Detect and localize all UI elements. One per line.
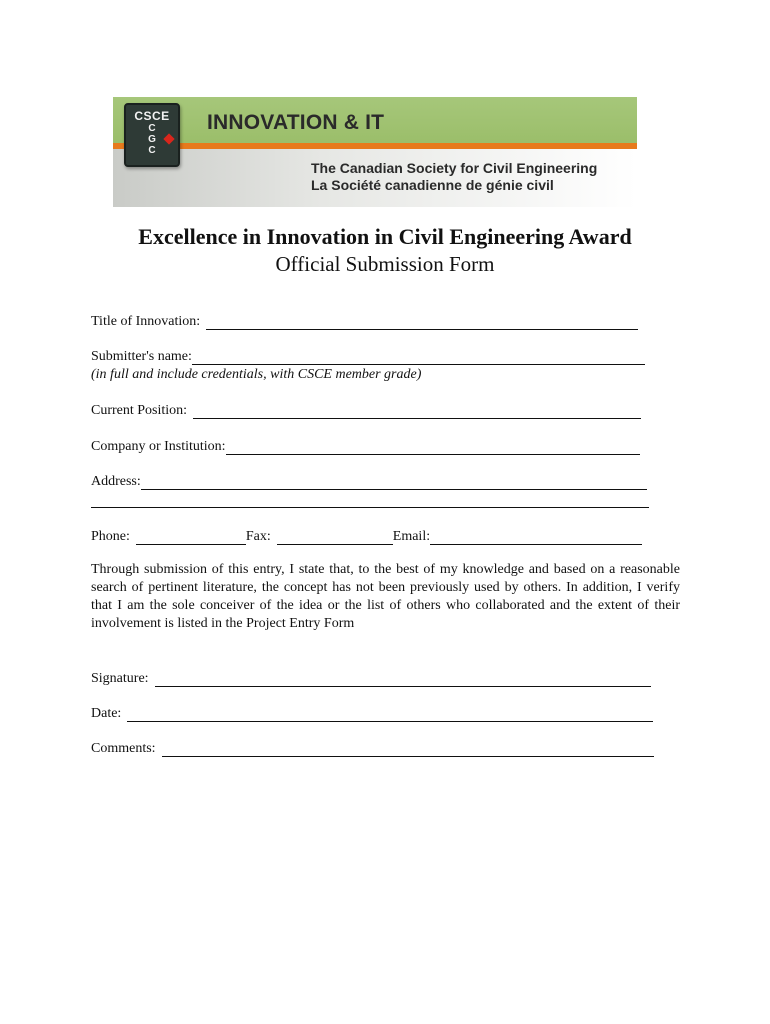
logo-letter: G xyxy=(148,134,156,145)
current-position-line[interactable] xyxy=(193,404,641,419)
date-field xyxy=(91,706,653,722)
signature-line[interactable] xyxy=(155,672,651,687)
date-label: Date: xyxy=(91,706,122,721)
phone-line[interactable] xyxy=(136,530,246,545)
banner-title: INNOVATION & IT xyxy=(207,111,385,134)
address-second-line-field xyxy=(91,493,649,508)
address-label: Address: xyxy=(91,474,141,489)
title-of-innovation-label: Title of Innovation: xyxy=(91,314,201,329)
current-position-field xyxy=(91,403,641,419)
title-of-innovation-field xyxy=(91,314,638,330)
contact-row xyxy=(91,529,642,545)
header-banner xyxy=(113,97,637,207)
company-field xyxy=(91,439,640,455)
logo-acronym: CSCE xyxy=(134,109,170,123)
current-position-label: Current Position: xyxy=(91,403,188,418)
fax-line[interactable] xyxy=(277,530,393,545)
signature-label: Signature: xyxy=(91,671,149,686)
comments-label: Comments: xyxy=(91,741,156,756)
title-of-innovation-line[interactable] xyxy=(206,315,638,330)
banner-subtitle-fr: La Société canadienne de génie civil xyxy=(311,177,554,193)
comments-line[interactable] xyxy=(162,742,654,757)
email-label: Email: xyxy=(392,529,431,544)
address-line[interactable] xyxy=(141,475,647,490)
comments-field xyxy=(91,741,654,757)
address-second-line[interactable] xyxy=(91,493,649,508)
submitter-name-hint: (in full and include credentials, with CSCE member grade) xyxy=(91,367,422,382)
document-subtitle: Official Submission Form xyxy=(275,252,495,276)
csce-logo xyxy=(124,103,180,167)
document-title: Excellence in Innovation in Civil Engineering Award xyxy=(138,224,632,249)
banner-subtitle-en: The Canadian Society for Civil Engineering xyxy=(311,160,598,176)
submitter-name-label: Submitter's name: xyxy=(91,349,192,364)
submitter-name-field xyxy=(91,349,645,365)
company-line[interactable] xyxy=(226,440,640,455)
fax-label: Fax: xyxy=(245,529,271,544)
logo-letter: C xyxy=(148,123,156,134)
email-line[interactable] xyxy=(430,530,642,545)
logo-letter: C xyxy=(148,145,156,156)
date-line[interactable] xyxy=(127,707,653,722)
signature-field xyxy=(91,671,651,687)
declaration-statement: Through submission of this entry, I state that, to the best of my knowledge and based on a reasonable search of pertinent literature, the concept has not been previously used by others. In addition, I verify that I am the sole conceiver of the idea or the list of others who collaborated and the extent of their involvement is listed in the Project Entry Form xyxy=(91,562,680,631)
phone-label: Phone: xyxy=(91,529,130,544)
address-field xyxy=(91,474,647,490)
company-label: Company or Institution: xyxy=(91,439,226,454)
submitter-name-line[interactable] xyxy=(192,350,645,365)
